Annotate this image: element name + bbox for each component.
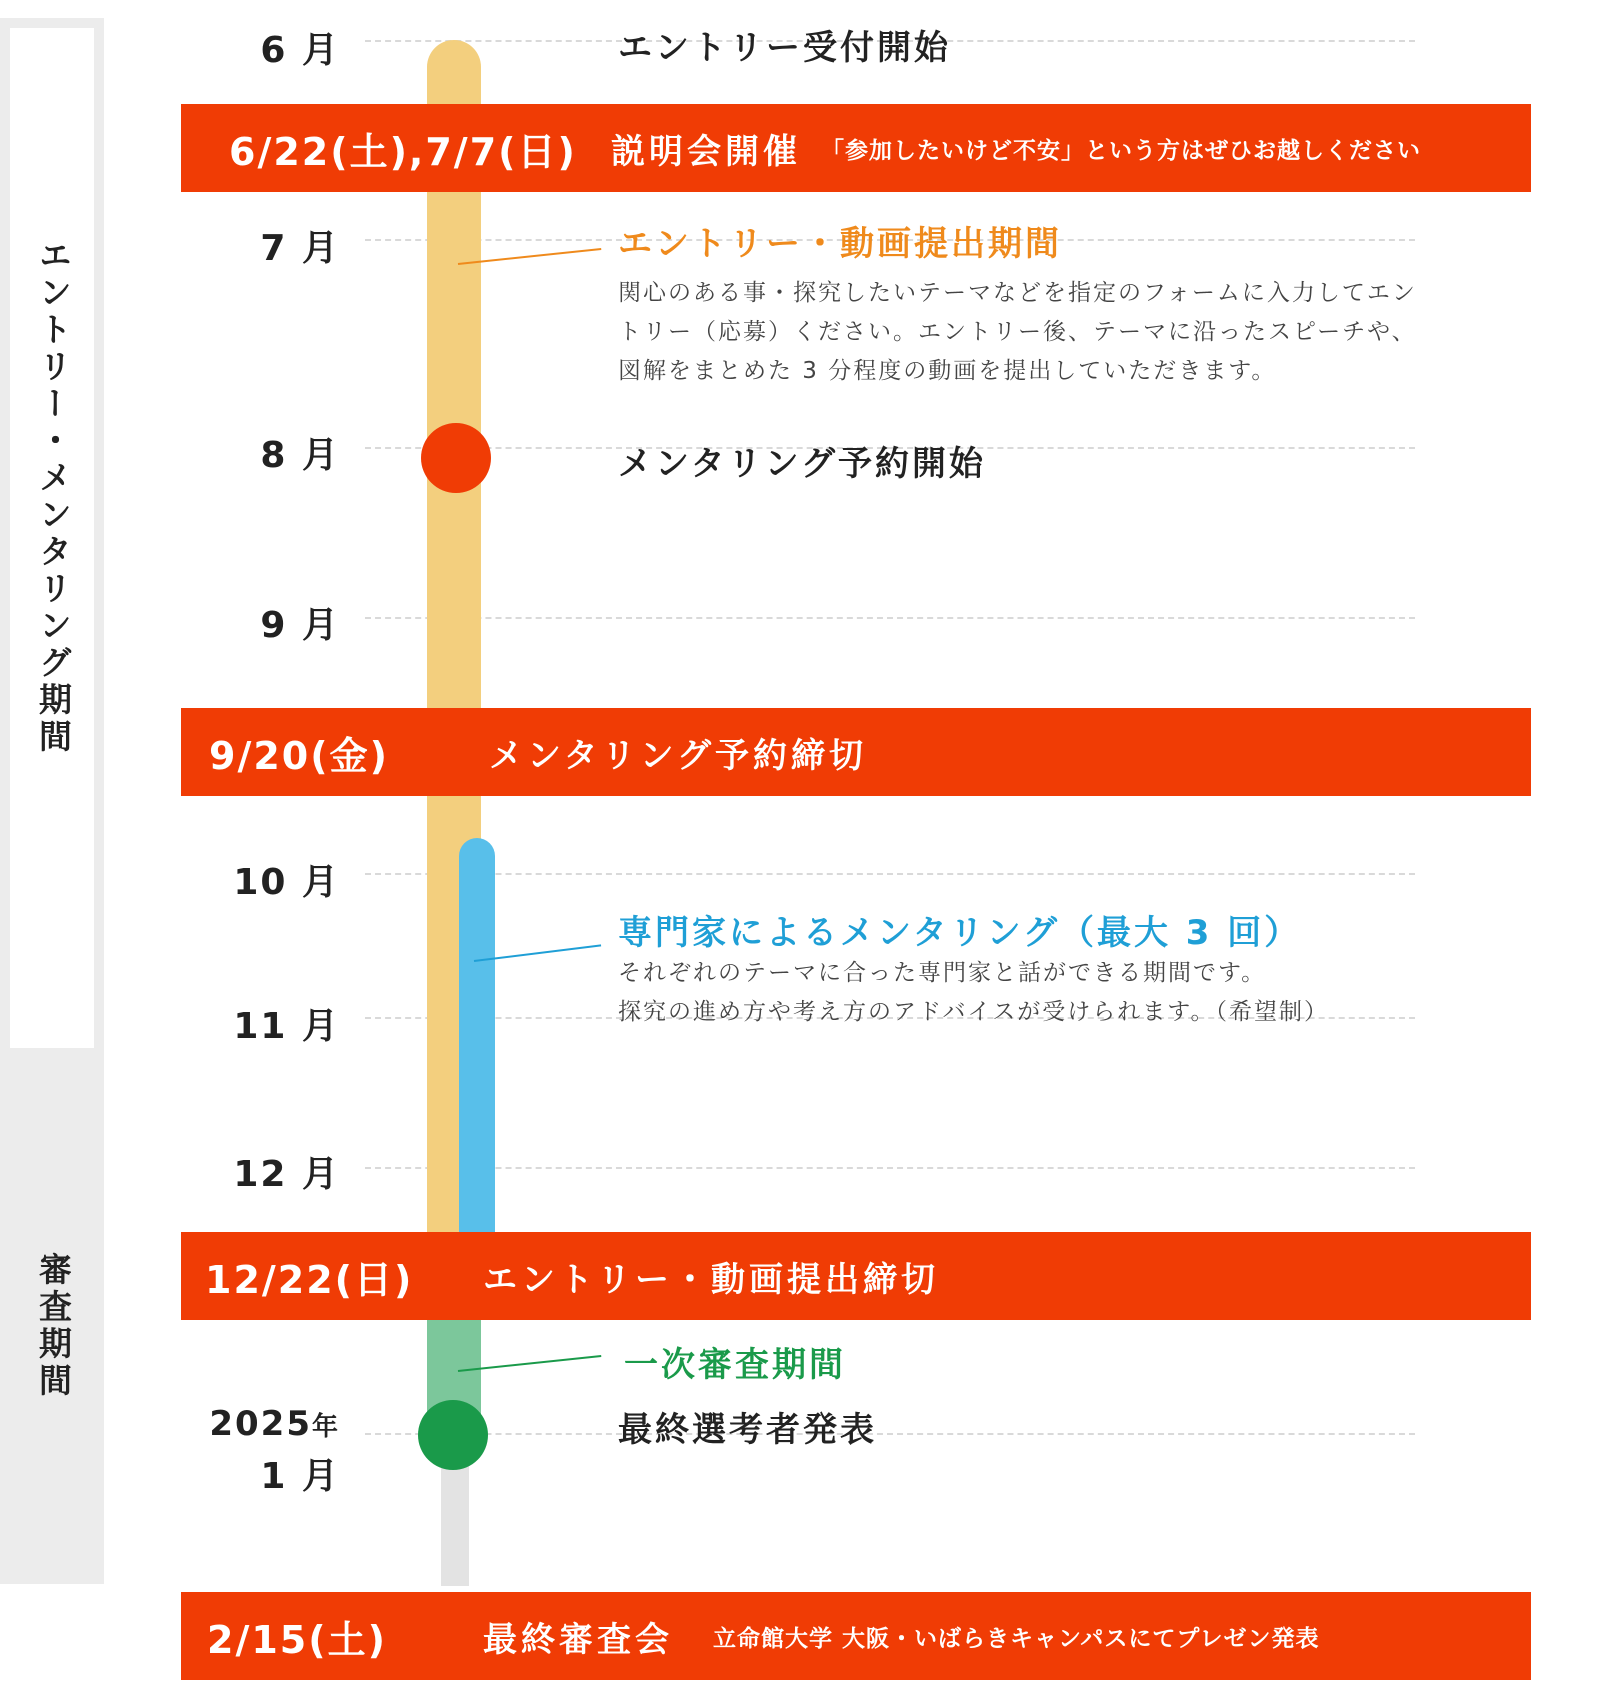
banner-briefing-note: 「参加したいけど不安」という方はぜひお越しください [821, 137, 1421, 164]
event-finalist-announcement: 最終選考者発表 [618, 1410, 877, 1450]
banner-mentoring-deadline [181, 708, 1531, 796]
month-label-aug: 8 月 [260, 435, 340, 476]
banner-entry-deadline [181, 1232, 1531, 1320]
banner-briefing [181, 104, 1531, 192]
month-label-oct: 10 月 [233, 862, 340, 903]
month-label-jul: 7 月 [260, 228, 340, 269]
desc-line: 図解をまとめた 3 分程度の動画を提出していただきます。 [618, 358, 1277, 384]
month-label-sep: 9 月 [260, 605, 340, 646]
event-mentoring-reservation-open: メンタリング予約開始 [618, 444, 986, 484]
guide-line-sep [365, 617, 1415, 619]
desc-line: トリー（応募）ください。エントリー後、テーマに沿ったスピーチや、 [618, 319, 1417, 345]
banner-mentoring-deadline-title: メンタリング予約締切 [489, 735, 867, 776]
event-expert-mentoring-desc [618, 954, 1518, 1032]
event-entry-video-desc [618, 274, 1518, 391]
event-first-review: 一次審査期間 [624, 1345, 846, 1385]
banner-entry-deadline-title: エントリー・動画提出締切 [483, 1259, 939, 1300]
year-label [150, 1404, 340, 1444]
banner-briefing-date: 6/22(土),7/7(日) [229, 129, 577, 174]
month-label-jun: 6 月 [260, 30, 340, 71]
desc-line: 探究の進め方や考え方のアドバイスが受けられます。（希望制） [618, 999, 1329, 1025]
guide-line-dec [365, 1167, 1415, 1169]
month-label-nov: 11 月 [233, 1006, 340, 1047]
mentoring-open-marker [421, 423, 491, 493]
banner-final-review-title: 最終審査会 [483, 1619, 673, 1660]
event-entry-open: エントリー受付開始 [618, 28, 951, 68]
phase-label-review: 審査期間 [34, 1252, 73, 1400]
event-entry-video-title: エントリー・動画提出期間 [618, 224, 1062, 264]
month-label-jan: 1 月 [260, 1456, 340, 1497]
event-expert-mentoring-title: 専門家によるメンタリング（最大 3 回） [618, 913, 1302, 953]
banner-briefing-title: 説明会開催 [611, 131, 801, 172]
banner-mentoring-deadline-date: 9/20(金) [209, 733, 389, 778]
banner-entry-deadline-date: 12/22(日) [205, 1257, 414, 1302]
month-label-dec: 12 月 [233, 1154, 340, 1195]
banner-final-review-note: 立命館大学 大阪・いばらきキャンパスにてプレゼン発表 [713, 1625, 1320, 1652]
year-unit: 年 [311, 1412, 340, 1442]
finalist-announcement-marker [418, 1400, 488, 1470]
desc-line: それぞれのテーマに合った専門家と話ができる期間です。 [618, 960, 1267, 986]
phase-label-entry-mentoring: エントリー・メンタリング期間 [34, 238, 73, 756]
mentoring-period-track [459, 838, 495, 1236]
banner-final-review-date: 2/15(土) [207, 1617, 387, 1662]
desc-line: 関心のある事・探究したいテーマなどを指定のフォームに入力してエン [618, 280, 1417, 306]
banner-final-review [181, 1592, 1531, 1680]
year-value: 2025 [209, 1404, 312, 1444]
guide-line-oct [365, 873, 1415, 875]
guide-line-jan [365, 1433, 1415, 1435]
